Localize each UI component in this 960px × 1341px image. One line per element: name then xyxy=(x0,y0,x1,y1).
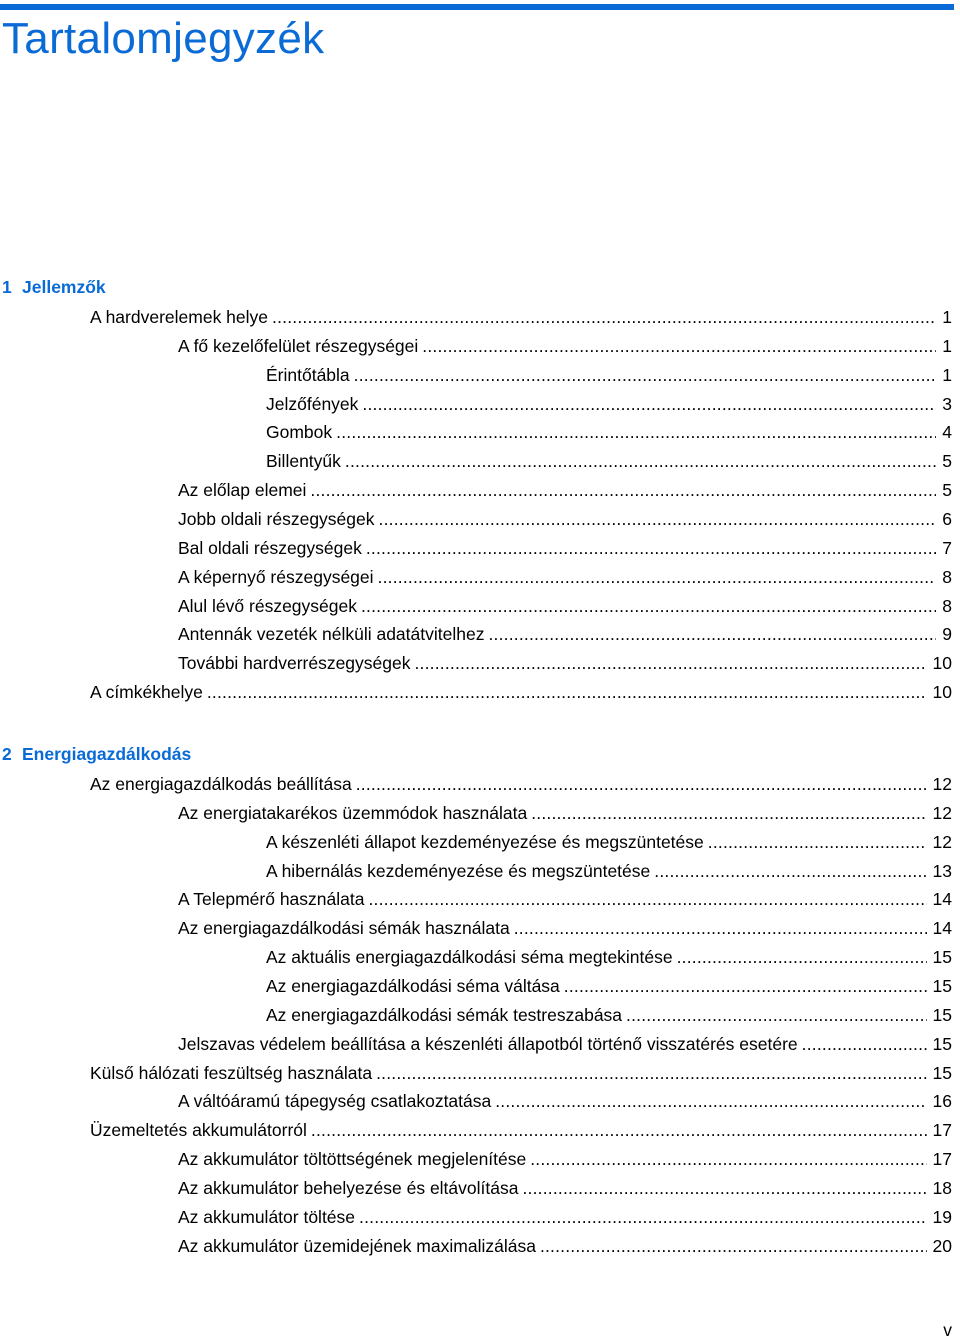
toc-entry[interactable] xyxy=(266,363,952,387)
toc-entry-label: Jelszavas védelem beállítása a készenléti állapotból történő visszatérés esetére xyxy=(178,1033,798,1054)
chapter-heading[interactable] xyxy=(2,744,191,765)
toc-entry[interactable] xyxy=(178,334,952,358)
toc-entry[interactable] xyxy=(178,651,952,675)
chapter-number: 2 xyxy=(2,744,12,764)
toc-entry-label: Gombok xyxy=(266,422,333,443)
toc-entry-page: 8 xyxy=(942,566,952,587)
dot-leader xyxy=(488,622,936,646)
toc-entry-page: 12 xyxy=(932,831,952,852)
toc-entry-page: 14 xyxy=(932,918,952,939)
toc-entry-page: 10 xyxy=(932,682,952,703)
toc-entry-page: 15 xyxy=(932,975,952,996)
toc-entry[interactable] xyxy=(178,801,952,825)
toc-entry-label: Külső hálózati feszültség használata xyxy=(90,1062,373,1083)
toc-entry[interactable] xyxy=(178,1176,952,1200)
toc-entry[interactable] xyxy=(266,945,952,969)
toc-entry-label: A hardverelemek helye xyxy=(90,307,269,327)
dot-leader xyxy=(530,1147,926,1171)
toc-entry-page: 5 xyxy=(942,451,952,472)
toc-entry-page: 1 xyxy=(942,335,952,356)
dot-leader xyxy=(359,1205,927,1229)
toc-entry-label: A képernyő részegységei xyxy=(178,566,374,587)
toc-entry-label: Üzemeltetés akkumulátorról xyxy=(90,1120,307,1141)
toc-entry-label: Az akkumulátor üzemidejének maximalizálása xyxy=(178,1235,536,1256)
dot-leader xyxy=(564,974,927,998)
toc-entry-page: 17 xyxy=(932,1120,952,1141)
dot-leader xyxy=(415,651,927,675)
top-rule xyxy=(0,4,954,10)
toc-entry[interactable] xyxy=(178,565,952,589)
toc-entry-label: További hardverrészegységek xyxy=(178,653,411,674)
toc-entry[interactable] xyxy=(178,478,952,502)
toc-entry-label: Billentyűk xyxy=(266,451,341,472)
toc-entry-page: 15 xyxy=(932,1033,952,1054)
toc-entry[interactable] xyxy=(90,1118,952,1142)
dot-leader xyxy=(354,363,937,387)
toc-entry-page: 1 xyxy=(942,307,952,327)
toc-entry[interactable] xyxy=(90,305,952,329)
toc-entry-page: 7 xyxy=(942,537,952,558)
toc-entry-label: Az aktuális energiagazdálkodási séma megtekintése xyxy=(266,947,673,968)
dot-leader xyxy=(310,478,936,502)
toc-entry-label: Az energiatakarékos üzemmódok használata xyxy=(178,802,528,823)
dot-leader xyxy=(495,1089,926,1113)
page-number: v xyxy=(943,1320,952,1340)
toc-entry[interactable] xyxy=(266,449,952,473)
dot-leader xyxy=(531,801,926,825)
chapter-title: Jellemzők xyxy=(22,277,106,297)
dot-leader xyxy=(272,305,936,329)
toc-entry-label: A hibernálás kezdeményezése és megszüntetése xyxy=(266,860,651,881)
dot-leader xyxy=(368,887,926,911)
dot-leader xyxy=(802,1032,927,1056)
toc-entry-label: Alul lévő részegységek xyxy=(178,595,357,616)
toc-entry[interactable] xyxy=(266,420,952,444)
toc-entry-page: 17 xyxy=(932,1149,952,1170)
toc-entry[interactable] xyxy=(178,1089,952,1113)
toc-entry[interactable] xyxy=(266,859,952,883)
dot-leader xyxy=(379,507,937,531)
dot-leader xyxy=(677,945,927,969)
toc-entry-label: A fő kezelőfelület részegységei xyxy=(178,335,419,356)
toc-entry-label: Az energiagazdálkodási sémák testreszabása xyxy=(266,1004,623,1025)
toc-entry-page: 9 xyxy=(942,624,952,645)
chapter-title: Energiagazdálkodás xyxy=(22,744,192,764)
dot-leader xyxy=(311,1118,927,1142)
chapter-heading[interactable] xyxy=(2,277,106,298)
toc-entry-label: Az energiagazdálkodási séma váltása xyxy=(266,975,560,996)
chapter-number: 1 xyxy=(2,277,12,297)
toc-entry[interactable] xyxy=(178,622,952,646)
toc-entry-label: Jobb oldali részegységek xyxy=(178,508,375,529)
dot-leader xyxy=(376,1061,926,1085)
toc-entry-label: A készenléti állapot kezdeményezése és megszüntetése xyxy=(266,831,704,852)
toc-entry[interactable] xyxy=(178,507,952,531)
toc-entry-page: 6 xyxy=(942,508,952,529)
toc-entry-page: 16 xyxy=(932,1091,952,1112)
toc-entry-page: 10 xyxy=(932,653,952,674)
dot-leader xyxy=(361,594,936,618)
toc-entry-label: Az akkumulátor töltöttségének megjelenítése xyxy=(178,1149,527,1170)
dot-leader xyxy=(708,830,927,854)
dot-leader xyxy=(362,392,936,416)
dot-leader xyxy=(378,565,937,589)
toc-entry-page: 13 xyxy=(932,860,952,881)
dot-leader xyxy=(626,1003,926,1027)
dot-leader xyxy=(366,536,936,560)
toc-entry-page: 15 xyxy=(932,1004,952,1025)
dot-leader xyxy=(540,1234,927,1258)
toc-entry[interactable] xyxy=(178,887,952,911)
dot-leader xyxy=(345,449,936,473)
dot-leader xyxy=(356,772,927,796)
toc-entry-page: 20 xyxy=(932,1235,952,1256)
toc-entry-page: 18 xyxy=(932,1177,952,1198)
toc-entry-page: 12 xyxy=(932,774,952,794)
toc-entry[interactable] xyxy=(178,594,952,618)
toc-entry[interactable] xyxy=(266,392,952,416)
toc-entry-label: Jelzőfények xyxy=(266,393,359,414)
toc-entry[interactable] xyxy=(178,1032,952,1056)
toc-entry-label: Bal oldali részegységek xyxy=(178,537,362,558)
toc-entry-label: Antennák vezeték nélküli adatátvitelhez xyxy=(178,624,485,645)
toc-entry-label: Az energiagazdálkodás beállítása xyxy=(90,774,352,794)
toc-entry-label: A váltóáramú tápegység csatlakoztatása xyxy=(178,1091,492,1112)
dot-leader xyxy=(522,1176,926,1200)
toc-entry-page: 5 xyxy=(942,480,952,501)
toc-entry-page: 14 xyxy=(932,889,952,910)
toc-entry-page: 15 xyxy=(932,947,952,968)
toc-entry[interactable] xyxy=(178,536,952,560)
dot-leader xyxy=(654,859,926,883)
toc-entry[interactable] xyxy=(90,772,952,796)
toc-entry[interactable] xyxy=(178,1234,952,1258)
toc-entry[interactable] xyxy=(178,1205,952,1229)
toc-entry[interactable] xyxy=(178,1147,952,1171)
toc-entry[interactable] xyxy=(266,974,952,998)
page-title: Tartalomjegyzék xyxy=(2,14,325,63)
toc-entry-page: 3 xyxy=(942,393,952,414)
toc-entry-page: 1 xyxy=(942,364,952,385)
toc-entry-page: 19 xyxy=(932,1206,952,1227)
dot-leader xyxy=(207,680,927,704)
toc-entry-page: 8 xyxy=(942,595,952,616)
toc-entry-label: A címkékhelye xyxy=(90,682,203,703)
toc-entry[interactable] xyxy=(90,1061,952,1085)
dot-leader xyxy=(336,420,936,444)
toc-entry-label: Az akkumulátor behelyezése és eltávolítása xyxy=(178,1177,519,1198)
toc-entry-page: 15 xyxy=(932,1062,952,1083)
toc-entry[interactable] xyxy=(266,830,952,854)
toc-entry-label: Az energiagazdálkodási sémák használata xyxy=(178,918,510,939)
toc-entry[interactable] xyxy=(90,680,952,704)
toc-entry-label: A Telepmérő használata xyxy=(178,889,365,910)
toc-entry-label: Az akkumulátor töltése xyxy=(178,1206,356,1227)
toc-entry[interactable] xyxy=(178,916,952,940)
toc-entry-page: 12 xyxy=(932,802,952,823)
toc-entry-label: Az előlap elemei xyxy=(178,480,307,501)
toc-entry-label: Érintőtábla xyxy=(266,364,350,385)
toc-entry-page: 4 xyxy=(942,422,952,443)
dot-leader xyxy=(514,916,927,940)
dot-leader xyxy=(422,334,936,358)
toc-entry[interactable] xyxy=(266,1003,952,1027)
